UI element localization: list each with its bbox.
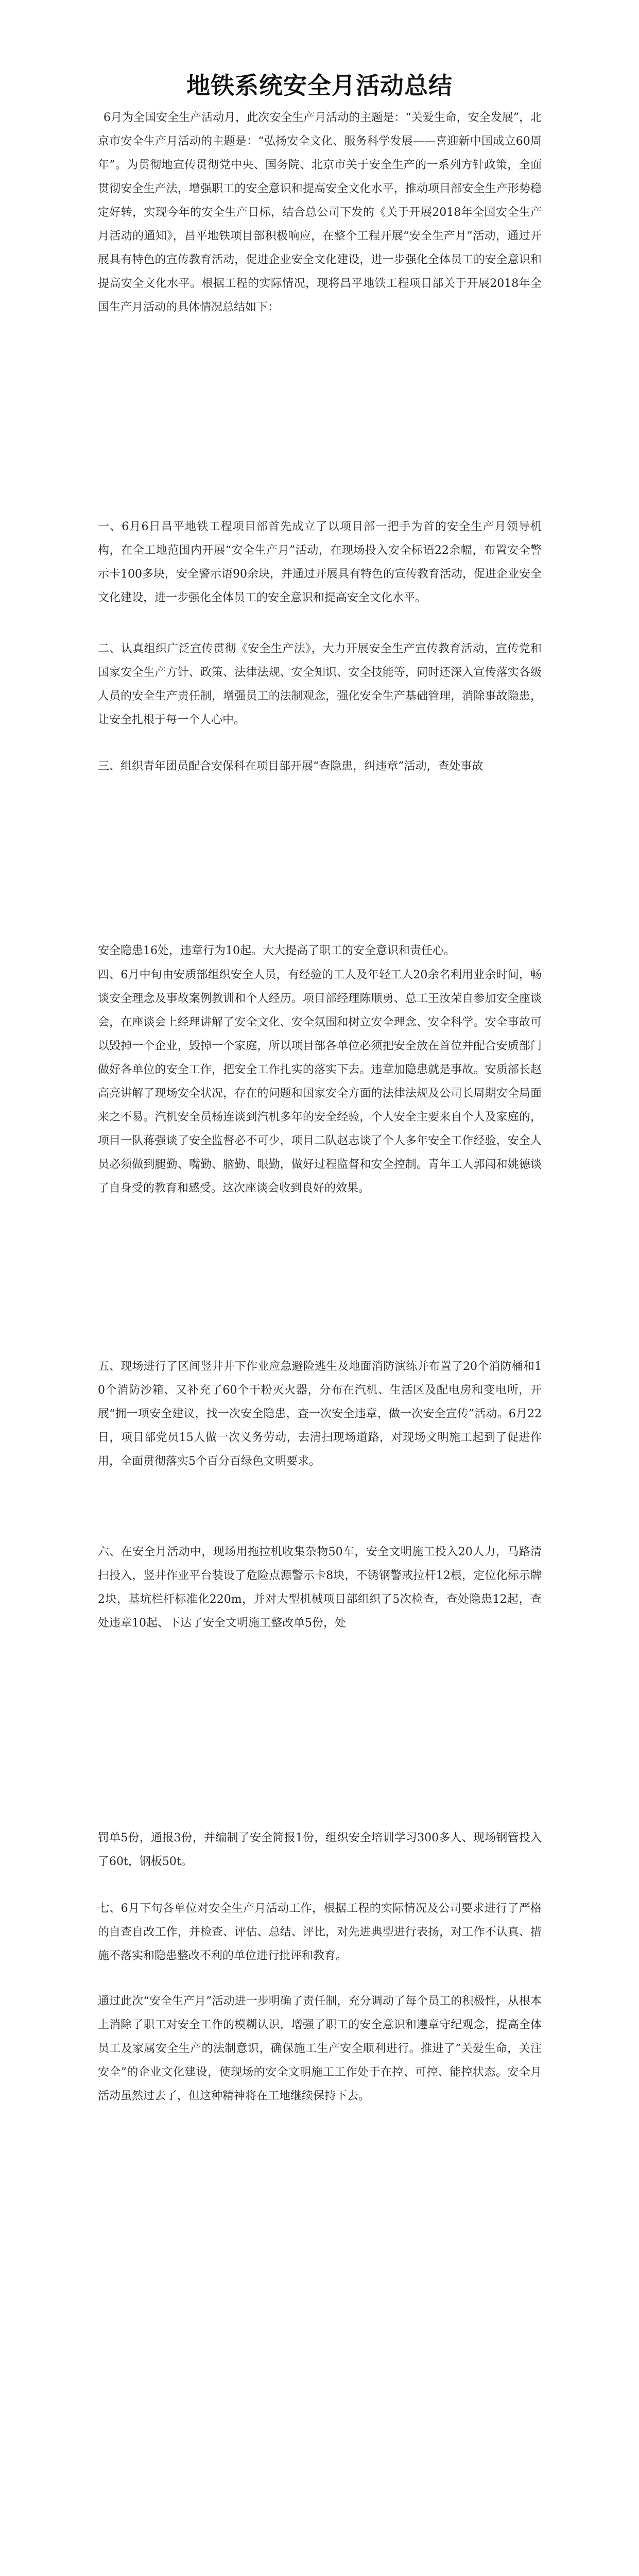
paragraph-section-5: 五、现场进行了区间竖井井下作业应急避险逃生及地面消防演练并布置了20个消防桶和10个消防沙箱、又补充了60个干粉灭火器，分布在汽机、生活区及配电房和变电所，开展“拥一项安全建议，找一次安全隐患，查一次安全违章，做一次安全宣传”活动。6月22日，项目部党员15人做一次义务劳动，去清扫现场道路，对现场文明施工起到了促进作用，全面贯彻落实5个百分百绿色文明要求。 [98,1360,542,1468]
paragraph-section-3-end: 安全隐患16处，违章行为10起。大大提高了职工的安全意识和责任心。 [98,944,455,957]
paragraph-section-6-end: 罚单5份，通报3份，并编制了安全简报1份，组织安全培训学习300多人、现场钢管投入了60t，钢板50t。 [98,1832,542,1868]
document-title: 地铁系统安全月活动总结 [186,72,453,99]
paragraph-section-4: 四、6月中旬由安质部组织安全人员，有经验的工人及年轻工人20余名利用业余时间，畅谈安全理念及事故案例教训和个人经历。项目部经理陈顺勇、总工王汝荣自参加安全座谈会，在座谈会上经理讲解了安全文化、安全氛围和树立安全理念、安全科学。安全事故可以毁掉一个企业，毁掉一个家庭，所以项目部各单位必须把安全放在首位并配合安质部门做好各单位的安全工作，把安全工作扎实的落实下去。违章加隐患就是事故。安质部长赵高亮讲解了现场安全状况，存在的问题和国家安全方面的法律法规及公司长周期安全局面来之不易。汽机安全员杨连谈到汽机多年的安全经验，个人安全主要来自个人及家庭的，项目一队蒋强谈了安全监督必不可少，项目二队赵志谈了个人多年安全工作经验，安全人员必须做到腿勤、嘴勤、脑勤、眼勤，做好过程监督和安全控制。青年工人郭闯和姚德谈了自身受的教育和感受。这次座谈会收到良好的效果。 [98,969,542,1195]
paragraph-section-1: 一、6月6日昌平地铁工程项目部首先成立了以项目部一把手为首的安全生产月领导机构，在全工地范围内开展“安全生产月”活动，在现场投入安全标语22余幅，布置安全警示卡100多块，安全警示语90余块，并通过开展具有特色的宣传教育活动，促进企业安全文化建设，进一步强化全体员工的安全意识和提高安全文化水平。 [98,520,542,604]
paragraph-conclusion: 通过此次“安全生产月”活动进一步明确了责任制，充分调动了每个员工的积极性，从根本上消除了职工对安全工作的模糊认识，增强了职工的安全意识和遵章守纪观念，提高全体员工及家属安全生产的法制意识，确保施工生产安全顺利进行。推进了“关爱生命，关注安全”的企业文化建设，使现场的安全文明施工工作处于在控、可控、能控状态。安全月活动虽然过去了，但这种精神将在工地继续保持下去。 [98,1995,542,2103]
paragraph-section-6-start: 六、在安全月活动中，现场用拖拉机收集杂物50车，安全文明施工投入20人力，马路清扫投入，竖井作业平台装设了危险点源警示卡8块，不锈钢警戒拉杆12根，定位化标示牌2块，基坑栏杆标准化220m，并对大型机械项目部组织了5次检查，查处隐患12起，查处违章10起、下达了安全文明施工整改单5份，处 [98,1546,542,1630]
paragraph-intro: 6月为全国安全生产活动月，此次安全生产月活动的主题是：“关爱生命，安全发展”，北京市安全生产月活动的主题是：“弘扬安全文化、服务科学发展——喜迎新中国成立60周年”。为贯彻地宣传贯彻党中央、国务院、北京市关于安全生产的一系列方针政策，全面贯彻安全生产法，增强职工的安全意识和提高安全文化水平，推动项目部安全生产形势稳定好转，实现今年的安全生产目标，结合总公司下发的《关于开展2018年全国安全生产月活动的通知》，昌平地铁项目部积极响应，在整个工程开展“安全生产月”活动，通过开展具有特色的宣传教育活动，促进企业安全文化建设，进一步强化全体员工的安全意识和提高安全文化水平。根据工程的实际情况，现将昌平地铁工程项目部关于开展2018年全国生产月活动的具体情况总结如下： [98,111,542,314]
paragraph-section-7: 七、6月下旬各单位对安全生产月活动工作，根据工程的实际情况及公司要求进行了严格的自查自改工作，并检查、评估、总结、评比，对先进典型进行表扬，对工作不认真、措施不落实和隐患整改不利的单位进行批评和教育。 [98,1902,542,1962]
paragraph-section-2: 二、认真组织广泛宣传贯彻《安全生产法》，大力开展安全生产宣传教育活动，宣传党和国家安全生产方针、政策、法律法规、安全知识、安全技能等，同时还深入宣传落实各级人员的安全生产责任制，增强员工的法制观念，强化安全生产基础管理，消除事故隐患，让安全扎根于每一个人心中。 [98,642,542,726]
paragraph-section-3-start: 三、组织青年团员配合安保科在项目部开展“查隐患，纠违章”活动，查处事故 [98,760,483,773]
